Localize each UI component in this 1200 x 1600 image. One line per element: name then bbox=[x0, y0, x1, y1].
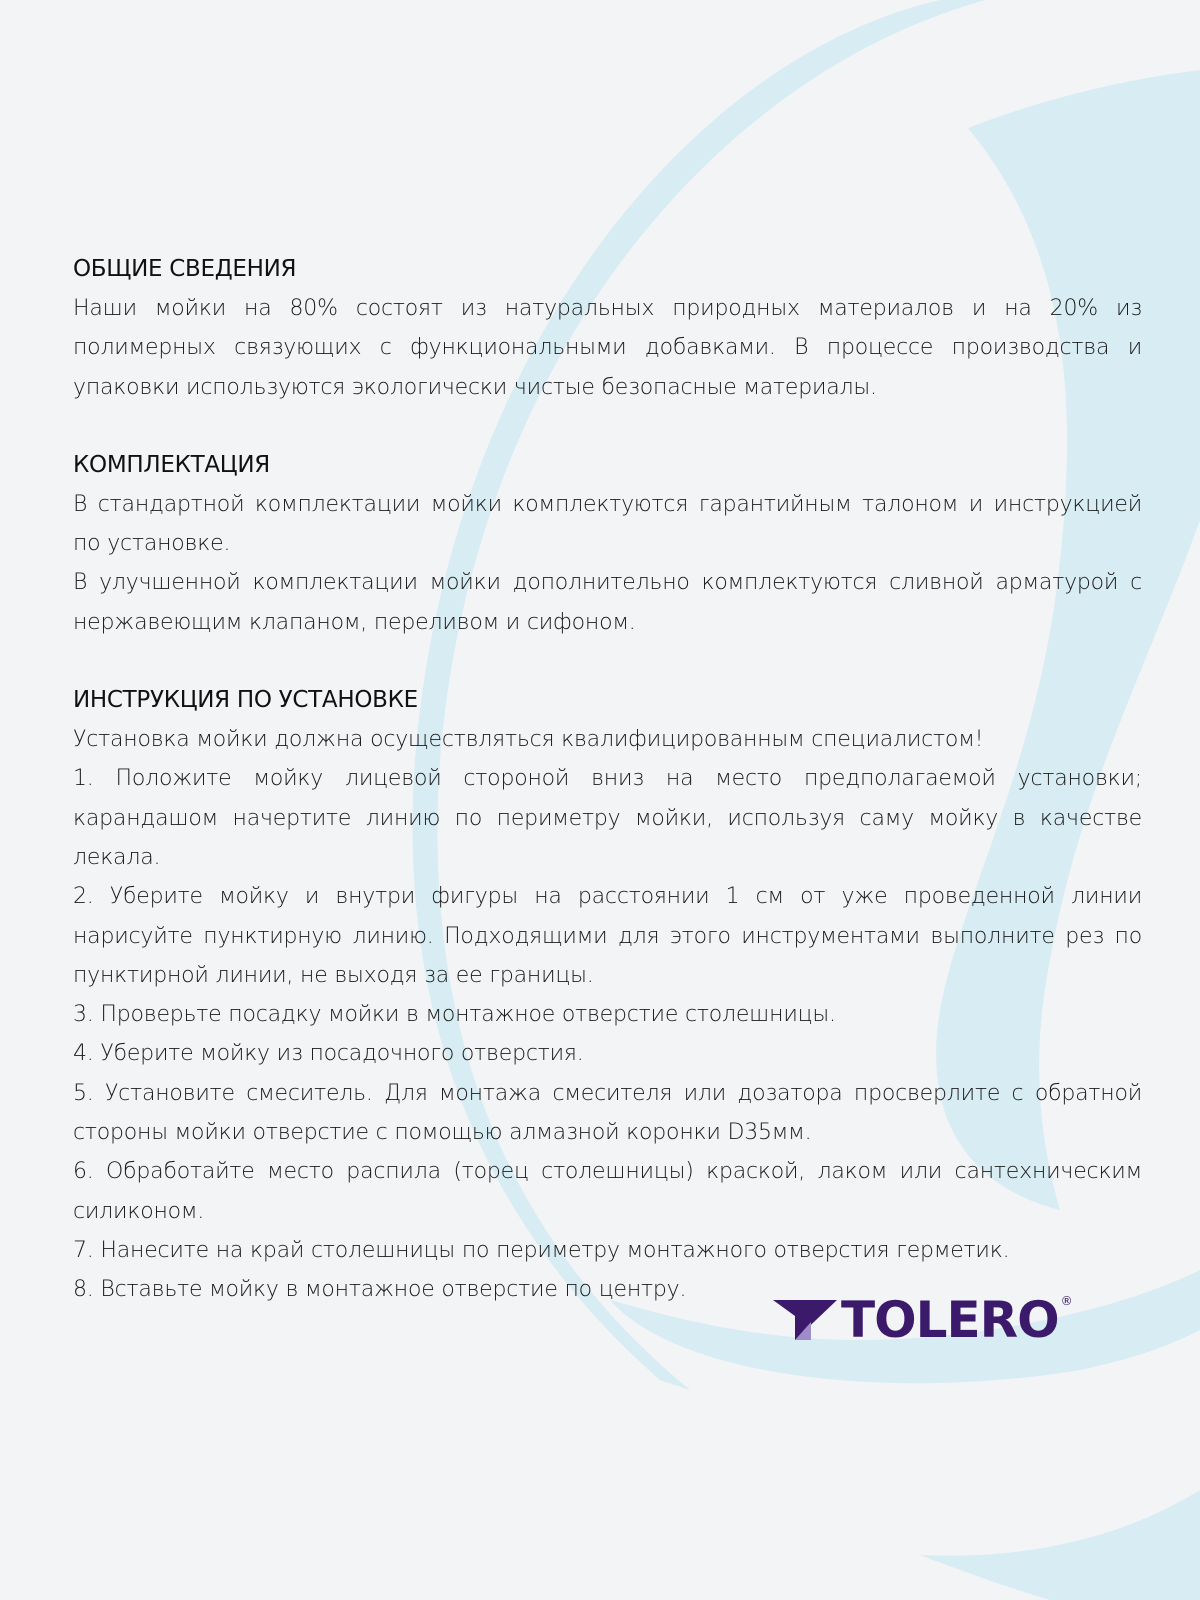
section-title-package: КОМПЛЕКТАЦИЯ bbox=[73, 451, 270, 478]
section-package bbox=[73, 446, 1142, 642]
logo-wordmark: TOLERO bbox=[841, 1291, 1059, 1349]
install-step-3: 3. Проверьте посадку мойки в монтажное отверстие столешницы. bbox=[73, 1002, 836, 1028]
tolero-t-mark-icon bbox=[773, 1296, 837, 1344]
section-title-general: ОБЩИЕ СВЕДЕНИЯ bbox=[73, 256, 297, 282]
install-step-8: 8. Вставьте мойку в монтажное отверстие по центру. bbox=[73, 1277, 687, 1303]
section-install bbox=[73, 681, 1142, 1309]
registered-mark: ® bbox=[1060, 1294, 1073, 1308]
document-body bbox=[73, 250, 1142, 1349]
general-paragraph: Наши мойки на 80% состоят из натуральных природных материалов и на 20% из полимерных связующих с функциональными добавками. В процессе производства и упаковки используются экологически чистые безопасные материалы. bbox=[73, 296, 1142, 400]
install-step-6: 6. Обработайте место распила (торец столешницы) краской, лаком или сантехническим силиконом. bbox=[73, 1159, 1142, 1224]
package-improved-paragraph: В улучшенной комплектации мойки дополнительно комплектуются сливной арматурой с нержавеющим клапаном, переливом и сифоном. bbox=[73, 570, 1142, 635]
decor-swoosh-lower-right bbox=[920, 1490, 1200, 1600]
package-standard-paragraph: В стандартной комплектации мойки комплектуются гарантийным талоном и инструкцией по установке. bbox=[73, 491, 1142, 557]
section-title-install: ИНСТРУКЦИЯ ПО УСТАНОВКЕ bbox=[73, 687, 418, 714]
install-step-4: 4. Уберите мойку из посадочного отверстия. bbox=[73, 1041, 584, 1067]
install-step-1: 1. Положите мойку лицевой стороной вниз на место предполагаемой установки; карандашом начертите линию по периметру мойки, используя саму мойку в качестве лекала. bbox=[73, 766, 1142, 870]
install-step-2: 2. Уберите мойку и внутри фигуры на расстоянии 1 см от уже проведенной линии нарисуйте пунктирную линию. Подходящими для этого инструментами выполните рез по пунктирной линии, не выходя за ее границы. bbox=[73, 884, 1142, 988]
section-general bbox=[73, 250, 1142, 407]
tolero-logo bbox=[773, 1291, 1073, 1349]
install-step-7: 7. Нанесите на край столешницы по периметру монтажного отверстия герметик. bbox=[73, 1237, 1010, 1263]
install-intro: Установка мойки должна осуществляться квалифицированным специалистом! bbox=[73, 727, 984, 753]
install-step-5: 5. Установите смеситель. Для монтажа смесителя или дозатора просверлите с обратной стороны мойки отверстие с помощью алмазной коронки D35мм. bbox=[73, 1080, 1142, 1146]
